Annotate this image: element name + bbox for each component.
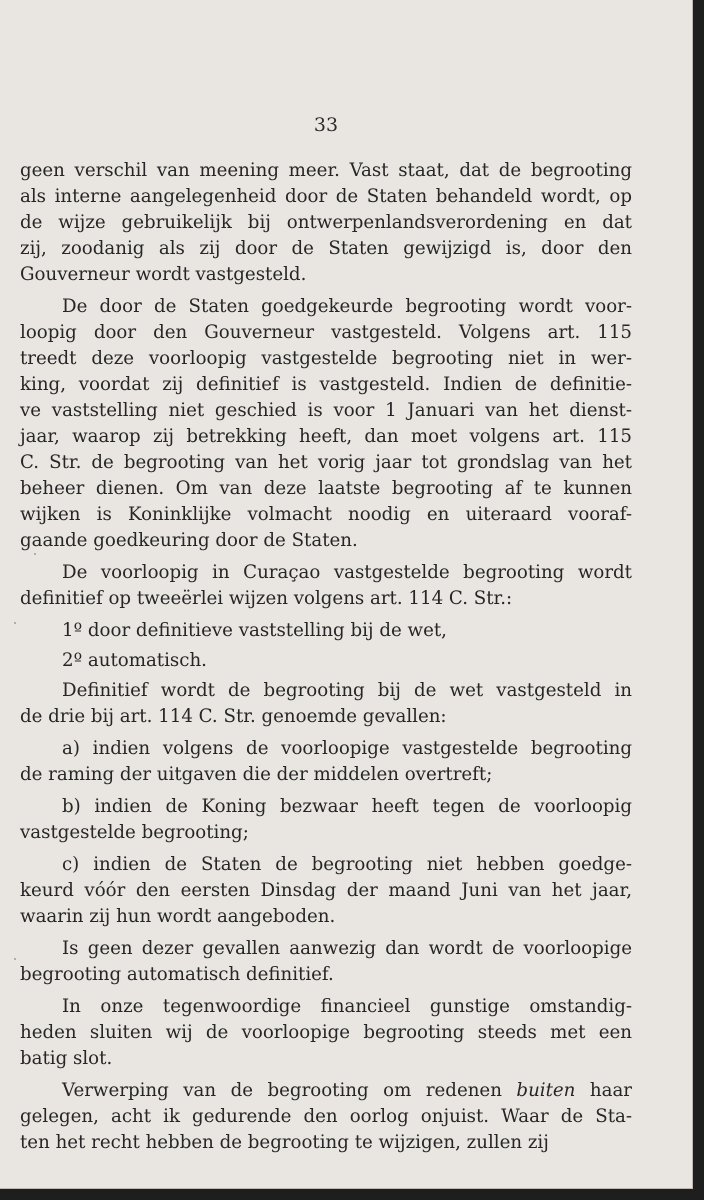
text-line: b) indien de Koning bezwaar heeft tegen de voorloopig	[62, 796, 632, 817]
text-line: loopig door den Gouverneur vastgesteld. Volgens art. 115	[20, 322, 632, 343]
text-line: de raming der uitgaven die der middelen overtreft;	[20, 764, 493, 785]
text-line: De door de Staten goedgekeurde begrooting wordt voor-	[62, 296, 632, 317]
text-line: vastgestelde begrooting;	[20, 822, 249, 843]
text-line: Gouverneur wordt vastgesteld.	[20, 264, 307, 285]
text-line: gelegen, acht ik gedurende den oorlog onjuist. Waar de Sta-	[20, 1106, 632, 1127]
text-line: ten het recht hebben de begrooting te wijzigen, zullen zij	[20, 1132, 549, 1153]
text-line: gaande goedkeuring door de Staten.	[20, 530, 358, 551]
text-line: zij, zoodanig als zij door de Staten gewijzigd is, door den	[20, 238, 632, 259]
text-line: definitief op tweeërlei wijzen volgens art. 114 C. Str.:	[20, 588, 513, 609]
text-line: de drie bij art. 114 C. Str. genoemde gevallen:	[20, 706, 447, 727]
paragraph	[20, 794, 632, 846]
text-line: waarin zij hun wordt aangeboden.	[20, 906, 336, 927]
text-line: de wijze gebruikelijk bij ontwerpenlandsverordening en dat	[20, 212, 632, 233]
paper-speck	[14, 622, 16, 624]
text-line: batig slot.	[20, 1048, 113, 1069]
text-line: king, voordat zij definitief is vastgesteld. Indien de definitie-	[20, 374, 632, 395]
body-text	[20, 158, 632, 1162]
enumerated-item: 1º door definitieve vaststelling bij de wet,	[62, 620, 447, 641]
paragraph	[20, 994, 632, 1072]
paragraph	[20, 158, 632, 288]
text-line: De voorloopig in Curaçao vastgestelde begrooting wordt	[62, 562, 632, 583]
text-line: als interne aangelegenheid door de Staten behandeld wordt, op	[20, 186, 632, 207]
emphasis: buiten	[516, 1080, 576, 1101]
text-line: In onze tegenwoordige financieel gunstige omstandig-	[62, 996, 632, 1017]
text-line: Verwerping van de begrooting om redenen buiten haar	[62, 1080, 632, 1101]
paper-speck	[14, 958, 16, 960]
paragraph	[20, 936, 632, 988]
text-line: geen verschil van meening meer. Vast staat, dat de begrooting	[20, 160, 632, 181]
text-line: C. Str. de begrooting van het vorig jaar tot grondslag van het	[20, 452, 632, 473]
paragraph	[20, 852, 632, 930]
paragraph	[20, 560, 632, 612]
text-line: keurd vóór den eersten Dinsdag der maand Juni van het jaar,	[20, 880, 632, 901]
text-line: begrooting automatisch definitief.	[20, 964, 334, 985]
page-number: 33	[313, 114, 339, 136]
text-line: beheer dienen. Om van deze laatste begrooting af te kunnen	[20, 478, 632, 499]
paragraph	[20, 1078, 632, 1156]
text-line: a) indien volgens de voorloopige vastgestelde begrooting	[62, 738, 632, 759]
text-line: wijken is Koninklijke volmacht noodig en uiteraard vooraf-	[20, 504, 632, 525]
text-line: jaar, waarop zij betrekking heeft, dan moet volgens art. 115	[20, 426, 632, 447]
text-line: heden sluiten wij de voorloopige begrooting steeds met een	[20, 1022, 632, 1043]
text-line: Is geen dezer gevallen aanwezig dan wordt de voorloopige	[62, 938, 632, 959]
paragraph	[20, 678, 632, 730]
text-line: treedt deze voorloopig vastgestelde begrooting niet in wer-	[20, 348, 632, 369]
paragraph	[20, 294, 632, 554]
paper-speck	[34, 553, 36, 555]
enumerated-item: 2º automatisch.	[62, 650, 207, 671]
text-line: Definitief wordt de begrooting bij de wet vastgesteld in	[62, 680, 632, 701]
text-line: c) indien de Staten de begrooting niet hebben goedge-	[62, 854, 632, 875]
text-line: ve vaststelling niet geschied is voor 1 Januari van het dienst-	[20, 400, 632, 421]
paragraph	[20, 736, 632, 788]
